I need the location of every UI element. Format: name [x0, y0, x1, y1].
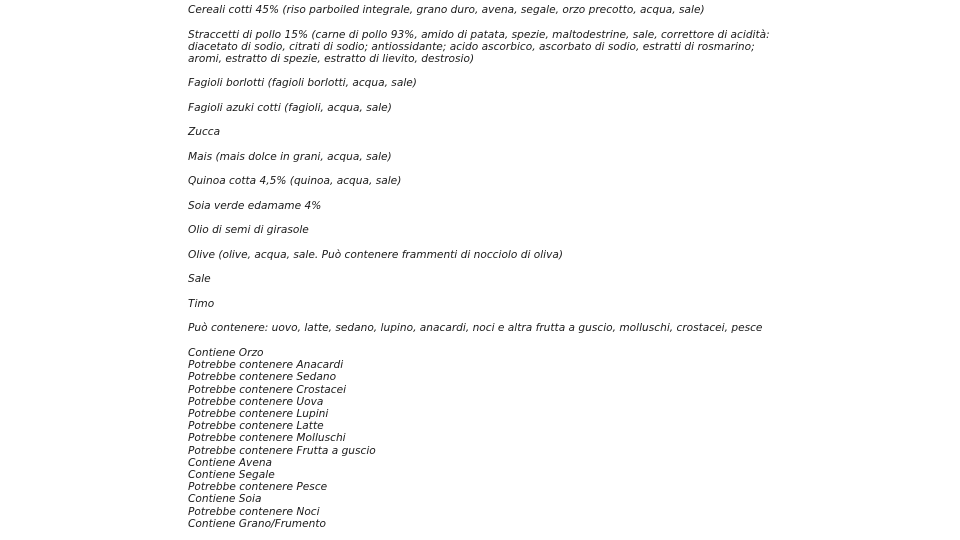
allergen-item: Contiene Avena	[188, 456, 273, 469]
allergen-item: Contiene Segale	[188, 468, 275, 481]
ingredient-sale: Sale	[188, 273, 211, 286]
allergen-item: Potrebbe contenere Molluschi	[188, 432, 346, 445]
ingredient-zucca: Zucca	[188, 126, 221, 139]
ingredients-document	[188, 4, 788, 530]
allergen-item: Potrebbe contenere Lupini	[188, 407, 329, 420]
allergen-item: Potrebbe contenere Sedano	[188, 371, 337, 384]
may-contain-statement: Può contenere: uovo, latte, sedano, lupino, anacardi, noci e altra frutta a guscio, molluschi, crostacei, pesce	[188, 322, 763, 335]
ingredient-soia-edamame: Soia verde edamame 4%	[188, 199, 322, 212]
ingredient-mais: Mais (mais dolce in grani, acqua, sale)	[188, 150, 392, 163]
ingredient-fagioli-azuki: Fagioli azuki cotti (fagioli, acqua, sale)	[188, 101, 392, 114]
ingredient-olio-girasole: Olio di semi di girasole	[188, 224, 309, 237]
allergen-item: Contiene Grano/Frumento	[188, 517, 326, 530]
ingredient-timo: Timo	[188, 297, 215, 310]
allergen-item: Potrebbe contenere Pesce	[188, 481, 328, 494]
ingredient-olive: Olive (olive, acqua, sale. Può contenere frammenti di nocciolo di oliva)	[188, 248, 564, 261]
ingredient-cereali: Cereali cotti 45% (riso parboiled integrale, grano duro, avena, segale, orzo precotto, acqua, sale)	[188, 4, 705, 16]
allergen-item: Potrebbe contenere Frutta a guscio	[188, 444, 376, 457]
ingredient-fagioli-borlotti: Fagioli borlotti (fagioli borlotti, acqua, sale)	[188, 77, 417, 90]
allergen-item: Contiene Orzo	[188, 346, 264, 359]
allergen-item: Potrebbe contenere Crostacei	[188, 383, 347, 396]
allergen-item: Contiene Soia	[188, 493, 262, 506]
allergen-item: Potrebbe contenere Noci	[188, 505, 320, 518]
allergen-list	[188, 347, 788, 530]
allergen-item: Potrebbe contenere Uova	[188, 395, 324, 408]
ingredient-straccetti-pollo: Straccetti di pollo 15% (carne di pollo 93%, amido di patata, spezie, maltodestrine, sale, correttore di acidità: diacetato di sodio, citrati di sodio; antiossidante; acido ascorbico, ascorbato di sodio, estratti di rosmarino; aromi, estratto di spezie, estratto di lievito, destrosio)	[188, 28, 770, 65]
allergen-item: Potrebbe contenere Latte	[188, 420, 324, 433]
ingredient-quinoa: Quinoa cotta 4,5% (quinoa, acqua, sale)	[188, 175, 402, 188]
allergen-item: Potrebbe contenere Anacardi	[188, 359, 344, 372]
